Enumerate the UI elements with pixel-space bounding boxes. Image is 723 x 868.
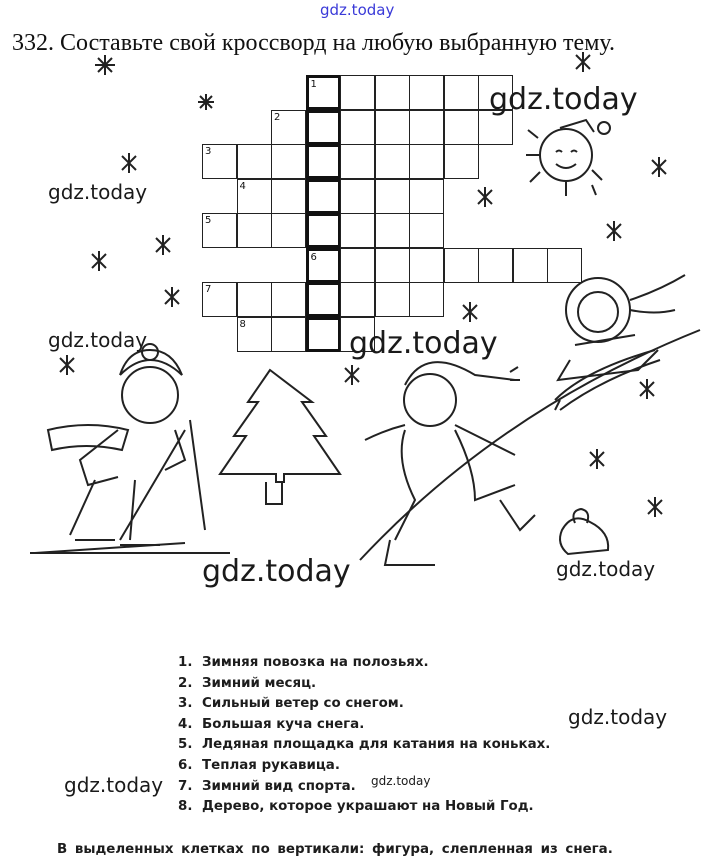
crossword-cell[interactable] xyxy=(237,179,272,214)
crossword-cell[interactable] xyxy=(340,179,375,214)
watermark: gdz.today xyxy=(202,554,351,589)
crossword-cell[interactable] xyxy=(375,248,410,283)
crossword-cell[interactable] xyxy=(375,75,410,110)
snowflake-icon xyxy=(60,355,74,375)
crossword-cell[interactable] xyxy=(202,144,237,179)
crossword-cell[interactable] xyxy=(409,248,444,283)
clue-list xyxy=(178,653,550,818)
crossword-cell[interactable] xyxy=(271,110,306,145)
crossword-cell[interactable] xyxy=(409,75,444,110)
snowflake-icon xyxy=(652,157,666,177)
clue-number: 8 xyxy=(239,318,246,330)
crossword-cell[interactable] xyxy=(340,248,375,283)
watermark: gdz.today xyxy=(489,82,638,117)
clue-number: 7 xyxy=(205,284,212,295)
snowflake-icon xyxy=(165,287,179,307)
watermark: gdz.today xyxy=(48,180,148,204)
snowflake-icon xyxy=(576,52,590,72)
vertical-note: В выделенных клетках по вертикали: фигура, слепленная из снега. xyxy=(57,842,613,857)
site-header[interactable]: gdz.today xyxy=(320,1,395,19)
snowflake-icon xyxy=(478,187,492,207)
crossword-highlighted-cell[interactable] xyxy=(306,317,341,352)
crossword-cell[interactable] xyxy=(237,282,272,317)
crossword-highlighted-cell[interactable] xyxy=(306,75,341,110)
skier-child xyxy=(35,344,205,553)
clue-number: 2 xyxy=(274,111,281,123)
clue-number: 4 xyxy=(239,180,246,192)
clue-number: 1 xyxy=(310,79,317,90)
crossword-cell[interactable] xyxy=(340,213,375,248)
crossword-cell[interactable] xyxy=(340,75,375,110)
crossword-highlighted-cell[interactable] xyxy=(306,144,341,179)
crossword-cell[interactable] xyxy=(375,282,410,317)
crossword-cell[interactable] xyxy=(340,282,375,317)
fir-tree xyxy=(220,370,340,504)
crossword-highlighted-cell[interactable] xyxy=(306,110,341,145)
watermark: gdz.today xyxy=(371,774,431,788)
mitten-icon xyxy=(560,509,608,554)
watermark: gdz.today xyxy=(568,705,668,729)
crossword-cell[interactable] xyxy=(237,213,272,248)
clue-item: 7. Зимний вид спорта. xyxy=(178,778,356,794)
clue-item: 2. Зимний месяц. xyxy=(178,675,317,691)
crossword-cell[interactable] xyxy=(375,213,410,248)
snowflake-icon xyxy=(92,251,106,271)
snowflake-icon xyxy=(463,302,477,322)
crossword-cell[interactable] xyxy=(237,144,272,179)
crossword-cell[interactable] xyxy=(444,75,479,110)
clue-number: 5 xyxy=(205,215,212,226)
clue-item: 1. Зимняя повозка на полозьях. xyxy=(178,655,429,670)
crossword-cell[interactable] xyxy=(409,213,444,248)
snowflake-icon xyxy=(122,153,136,173)
crossword-highlighted-cell[interactable] xyxy=(306,213,341,248)
watermark: gdz.today xyxy=(349,326,498,361)
clue-item: 8. Дерево, которое украшают на Новый Год. xyxy=(178,799,534,815)
crossword-cell[interactable] xyxy=(271,213,306,248)
crossword-cell[interactable] xyxy=(444,248,479,283)
crossword-cell[interactable] xyxy=(409,282,444,317)
watermark: gdz.today xyxy=(64,773,164,797)
crossword-cell[interactable] xyxy=(340,144,375,179)
crossword-cell[interactable] xyxy=(547,248,582,283)
crossword-cell[interactable] xyxy=(271,282,306,317)
crossword-highlighted-cell[interactable] xyxy=(306,282,341,317)
crossword-cell[interactable] xyxy=(202,213,237,248)
crossword-cell[interactable] xyxy=(478,248,513,283)
task-title: 332. Составьте свой кроссворд на любую выбранную тему. xyxy=(12,30,615,56)
watermark: gdz.today xyxy=(48,328,148,352)
clue-item: 4. Большая куча снега. xyxy=(178,716,365,732)
crossword-cell[interactable] xyxy=(409,144,444,179)
snowflake-icon xyxy=(590,449,604,469)
crossword-cell[interactable] xyxy=(444,144,479,179)
watermark: gdz.today xyxy=(556,557,656,581)
snowflake-icon xyxy=(95,55,115,75)
crossword-cell[interactable] xyxy=(375,144,410,179)
crossword-cell[interactable] xyxy=(271,317,306,352)
crossword-highlighted-cell[interactable] xyxy=(306,248,341,283)
skater-child xyxy=(365,362,535,565)
crossword-cell[interactable] xyxy=(271,144,306,179)
crossword-cell[interactable] xyxy=(513,248,548,283)
clue-number: 6 xyxy=(310,251,317,263)
clue-item: 3. Сильный ветер со снегом. xyxy=(178,696,404,712)
crossword-cell[interactable] xyxy=(202,282,237,317)
clue-item: 6. Теплая рукавица. xyxy=(178,757,340,773)
snowflake-icon xyxy=(640,379,654,399)
crossword-cell[interactable] xyxy=(375,110,410,145)
snowflake-icon xyxy=(156,235,170,255)
clue-item: 5. Ледяная площадка для катания на коньках. xyxy=(178,737,551,753)
crossword-cell[interactable] xyxy=(444,110,479,145)
crossword-cell[interactable] xyxy=(237,317,272,352)
crossword-cell[interactable] xyxy=(409,110,444,145)
snowflake-icon xyxy=(345,365,359,385)
snowflake-icon xyxy=(648,497,662,517)
crossword-cell[interactable] xyxy=(340,110,375,145)
crossword-cell[interactable] xyxy=(271,179,306,214)
snowflake-icon xyxy=(198,94,214,110)
crossword-highlighted-cell[interactable] xyxy=(306,179,341,214)
sun-icon xyxy=(526,120,610,196)
clue-number: 3 xyxy=(205,146,212,157)
crossword-cell[interactable] xyxy=(409,179,444,214)
crossword-cell[interactable] xyxy=(375,179,410,214)
snowflake-icon xyxy=(607,221,621,241)
